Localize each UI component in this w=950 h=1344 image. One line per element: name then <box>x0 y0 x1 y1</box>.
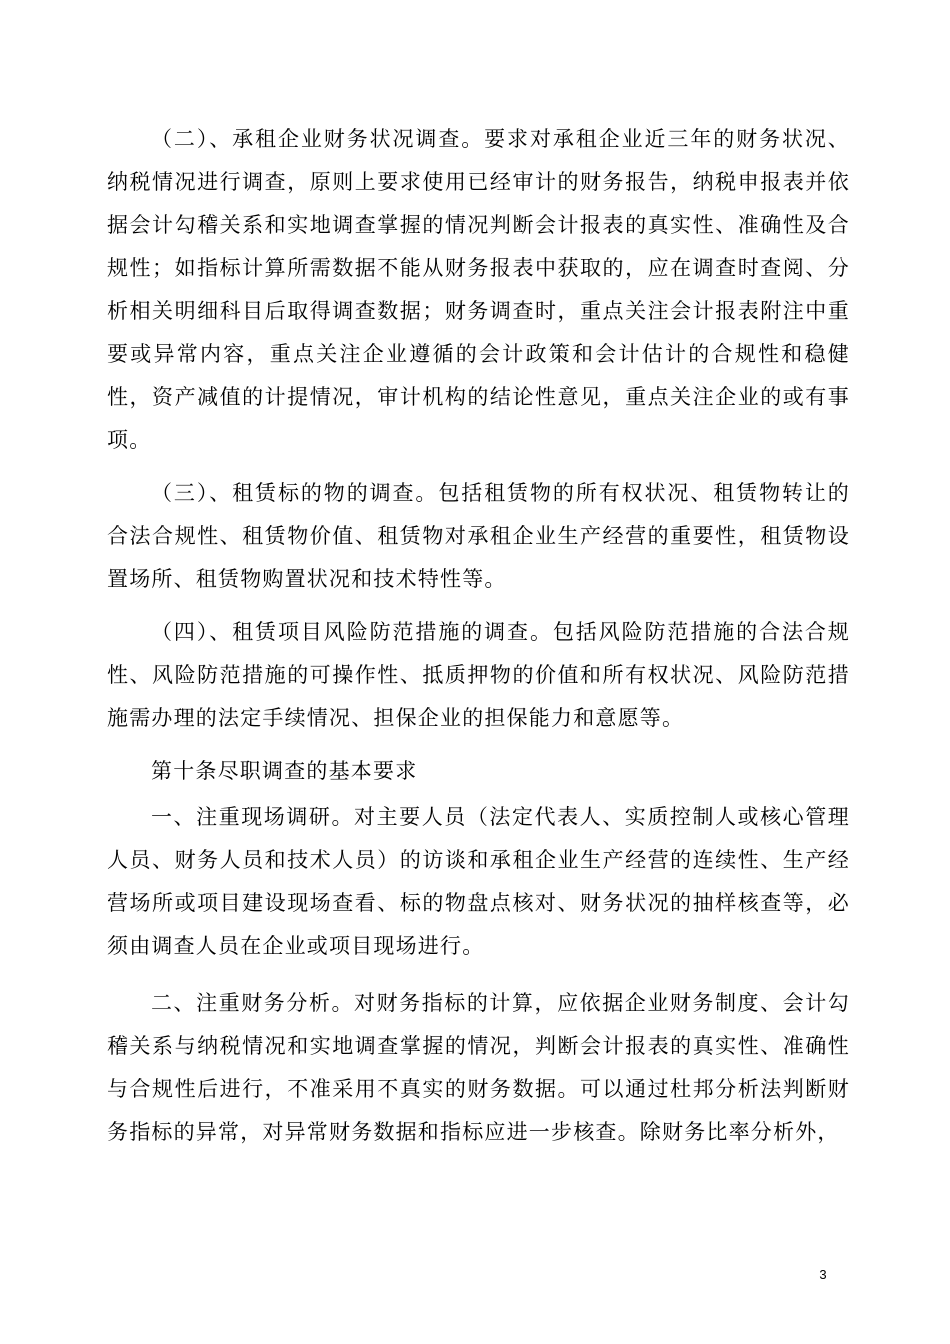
paragraph-on-site-research: 一、注重现场调研。对主要人员（法定代表人、实质控制人或核心管理人员、财务人员和技术人员）的访谈和承租企业生产经营的连续性、生产经营场所或项目建设现场查看、标的物盘点核对、财务状况的抽样核查等，必须由调查人员在企业或项目现场进行。 <box>107 805 850 958</box>
paragraph-lease-object-survey: （三）、租赁标的物的调查。包括租赁物的所有权状况、租赁物转让的合法合规性、租赁物价值、租赁物对承租企业生产经营的重要性，租赁物设置场所、租赁物购置状况和技术特性等。 <box>107 481 850 591</box>
paragraph-financial-analysis: 二、注重财务分析。对财务指标的计算，应依据企业财务制度、会计勾稽关系与纳税情况和实地调查掌握的情况，判断会计报表的真实性、准确性与合规性后进行，不准采用不真实的财务数据。可以通过杜邦分析法判断财务指标的异常，对异常财务数据和指标应进一步核查。除财务比率分析外， <box>107 991 850 1144</box>
document-body <box>107 118 850 1154</box>
page-number: 3 <box>819 1267 827 1282</box>
article-ten-heading: 第十条尽职调查的基本要求 <box>151 759 418 783</box>
paragraph-financial-status-survey: （二）、承租企业财务状况调查。要求对承租企业近三年的财务状况、纳税情况进行调查，原则上要求使用已经审计的财务报告，纳税申报表并依据会计勾稽关系和实地调查掌握的情况判断会计报表的真实性、准确性及合规性；如指标计算所需数据不能从财务报表中获取的，应在调查时查阅、分析相关明细科目后取得调查数据；财务调查时，重点关注会计报表附注中重要或异常内容，重点关注企业遵循的会计政策和会计估计的合规性和稳健性，资产减值的计提情况，审计机构的结论性意见，重点关注企业的或有事项。 <box>107 127 850 452</box>
paragraph-risk-prevention-survey: （四）、租赁项目风险防范措施的调查。包括风险防范措施的合法合规性、风险防范措施的可操作性、抵质押物的价值和所有权状况、风险防范措施需办理的法定手续情况、担保企业的担保能力和意愿等。 <box>107 620 850 730</box>
